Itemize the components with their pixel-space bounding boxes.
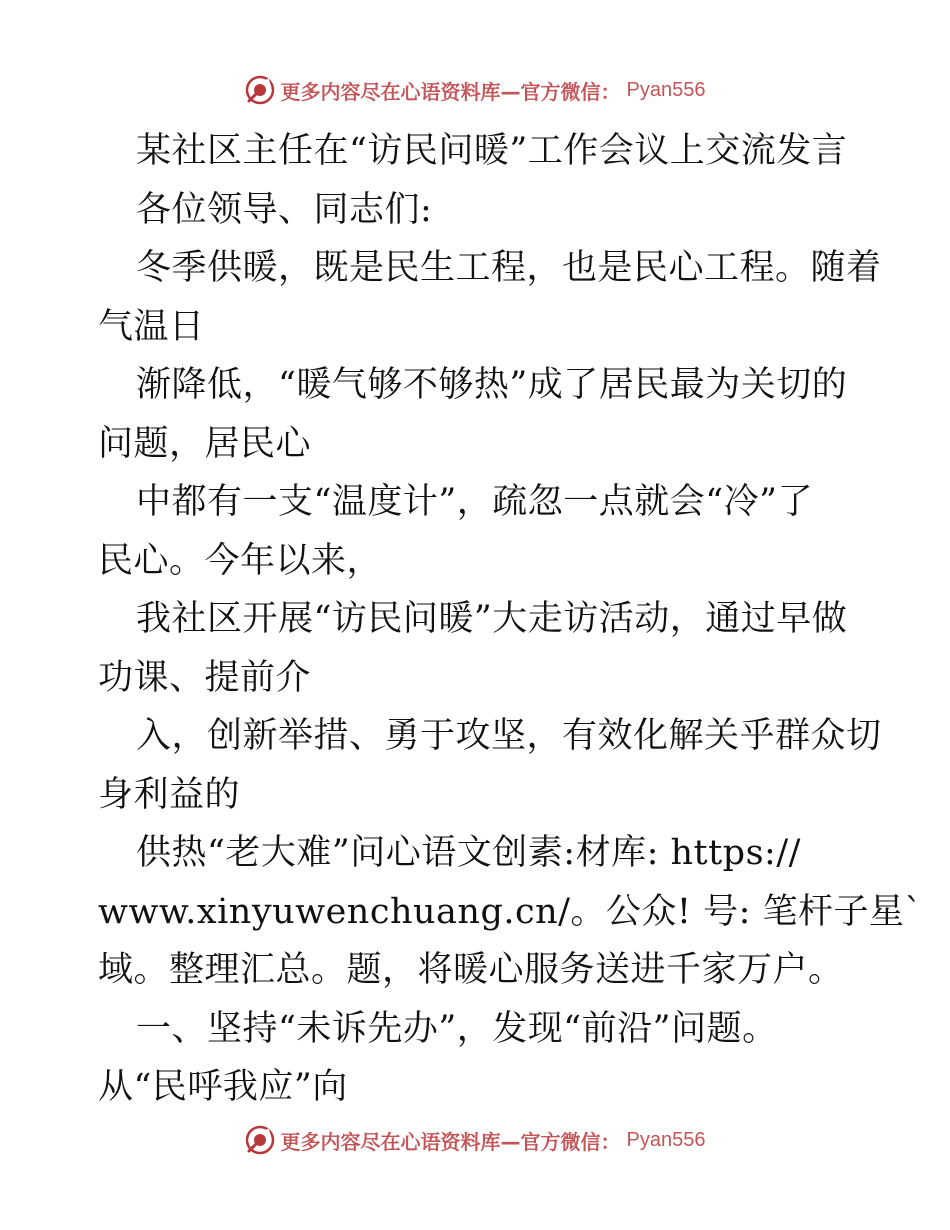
text-line: 供热“老大难”问心语文创素:材库: https:// [136,833,801,873]
text-line: 我社区开展“访民问暖”大走访活动，通过早做 [136,599,848,639]
pen-logo-icon [245,1125,275,1155]
text-line: 一、坚持“未诉先办”，发现“前沿”问题。 [136,1008,778,1049]
text-line: www.xinyuwenchuang.cn/。公众! 号: 笔杆子星` [98,891,923,932]
watermark-wechat-id: Pyan556 [626,78,706,101]
text-line: 民心。今年以来， [98,540,383,581]
pen-logo-icon [245,75,275,105]
text-line: 中都有一支“温度计”，疏忽一点就会“冷”了 [136,482,814,522]
text-line: 域。整理汇总。题，将暖心服务送进千家万户。 [98,950,844,990]
watermark-wechat-id: Pyan556 [626,1128,706,1151]
text-line: 从“民呼我应”向 [98,1067,348,1107]
watermark-text: 更多内容尽在心语资料库—官方微信： [280,1129,621,1154]
text-line: 身利益的 [98,774,241,815]
text-line: 问题，居民心 [98,423,312,464]
text-line: 入，创新举措、勇于攻坚，有效化解关乎群众切 [136,716,882,756]
watermark-text: 更多内容尽在心语资料库—官方微信： [280,79,621,104]
text-line: 渐降低，“暖气够不够热”成了居民最为关切的 [136,365,848,405]
document-body [98,122,923,1117]
footer-watermark [0,1120,950,1160]
text-line: 冬季供暖，既是民生工程，也是民心工程。随着 [136,248,882,288]
text-line: 某社区主任在“访民问暖”工作会议上交流发言 [136,131,848,171]
header-watermark [0,70,950,110]
text-line: 气温日 [98,306,205,347]
text-line: 各位领导、同志们: [136,189,433,230]
text-line: 功课、提前介 [98,657,312,698]
